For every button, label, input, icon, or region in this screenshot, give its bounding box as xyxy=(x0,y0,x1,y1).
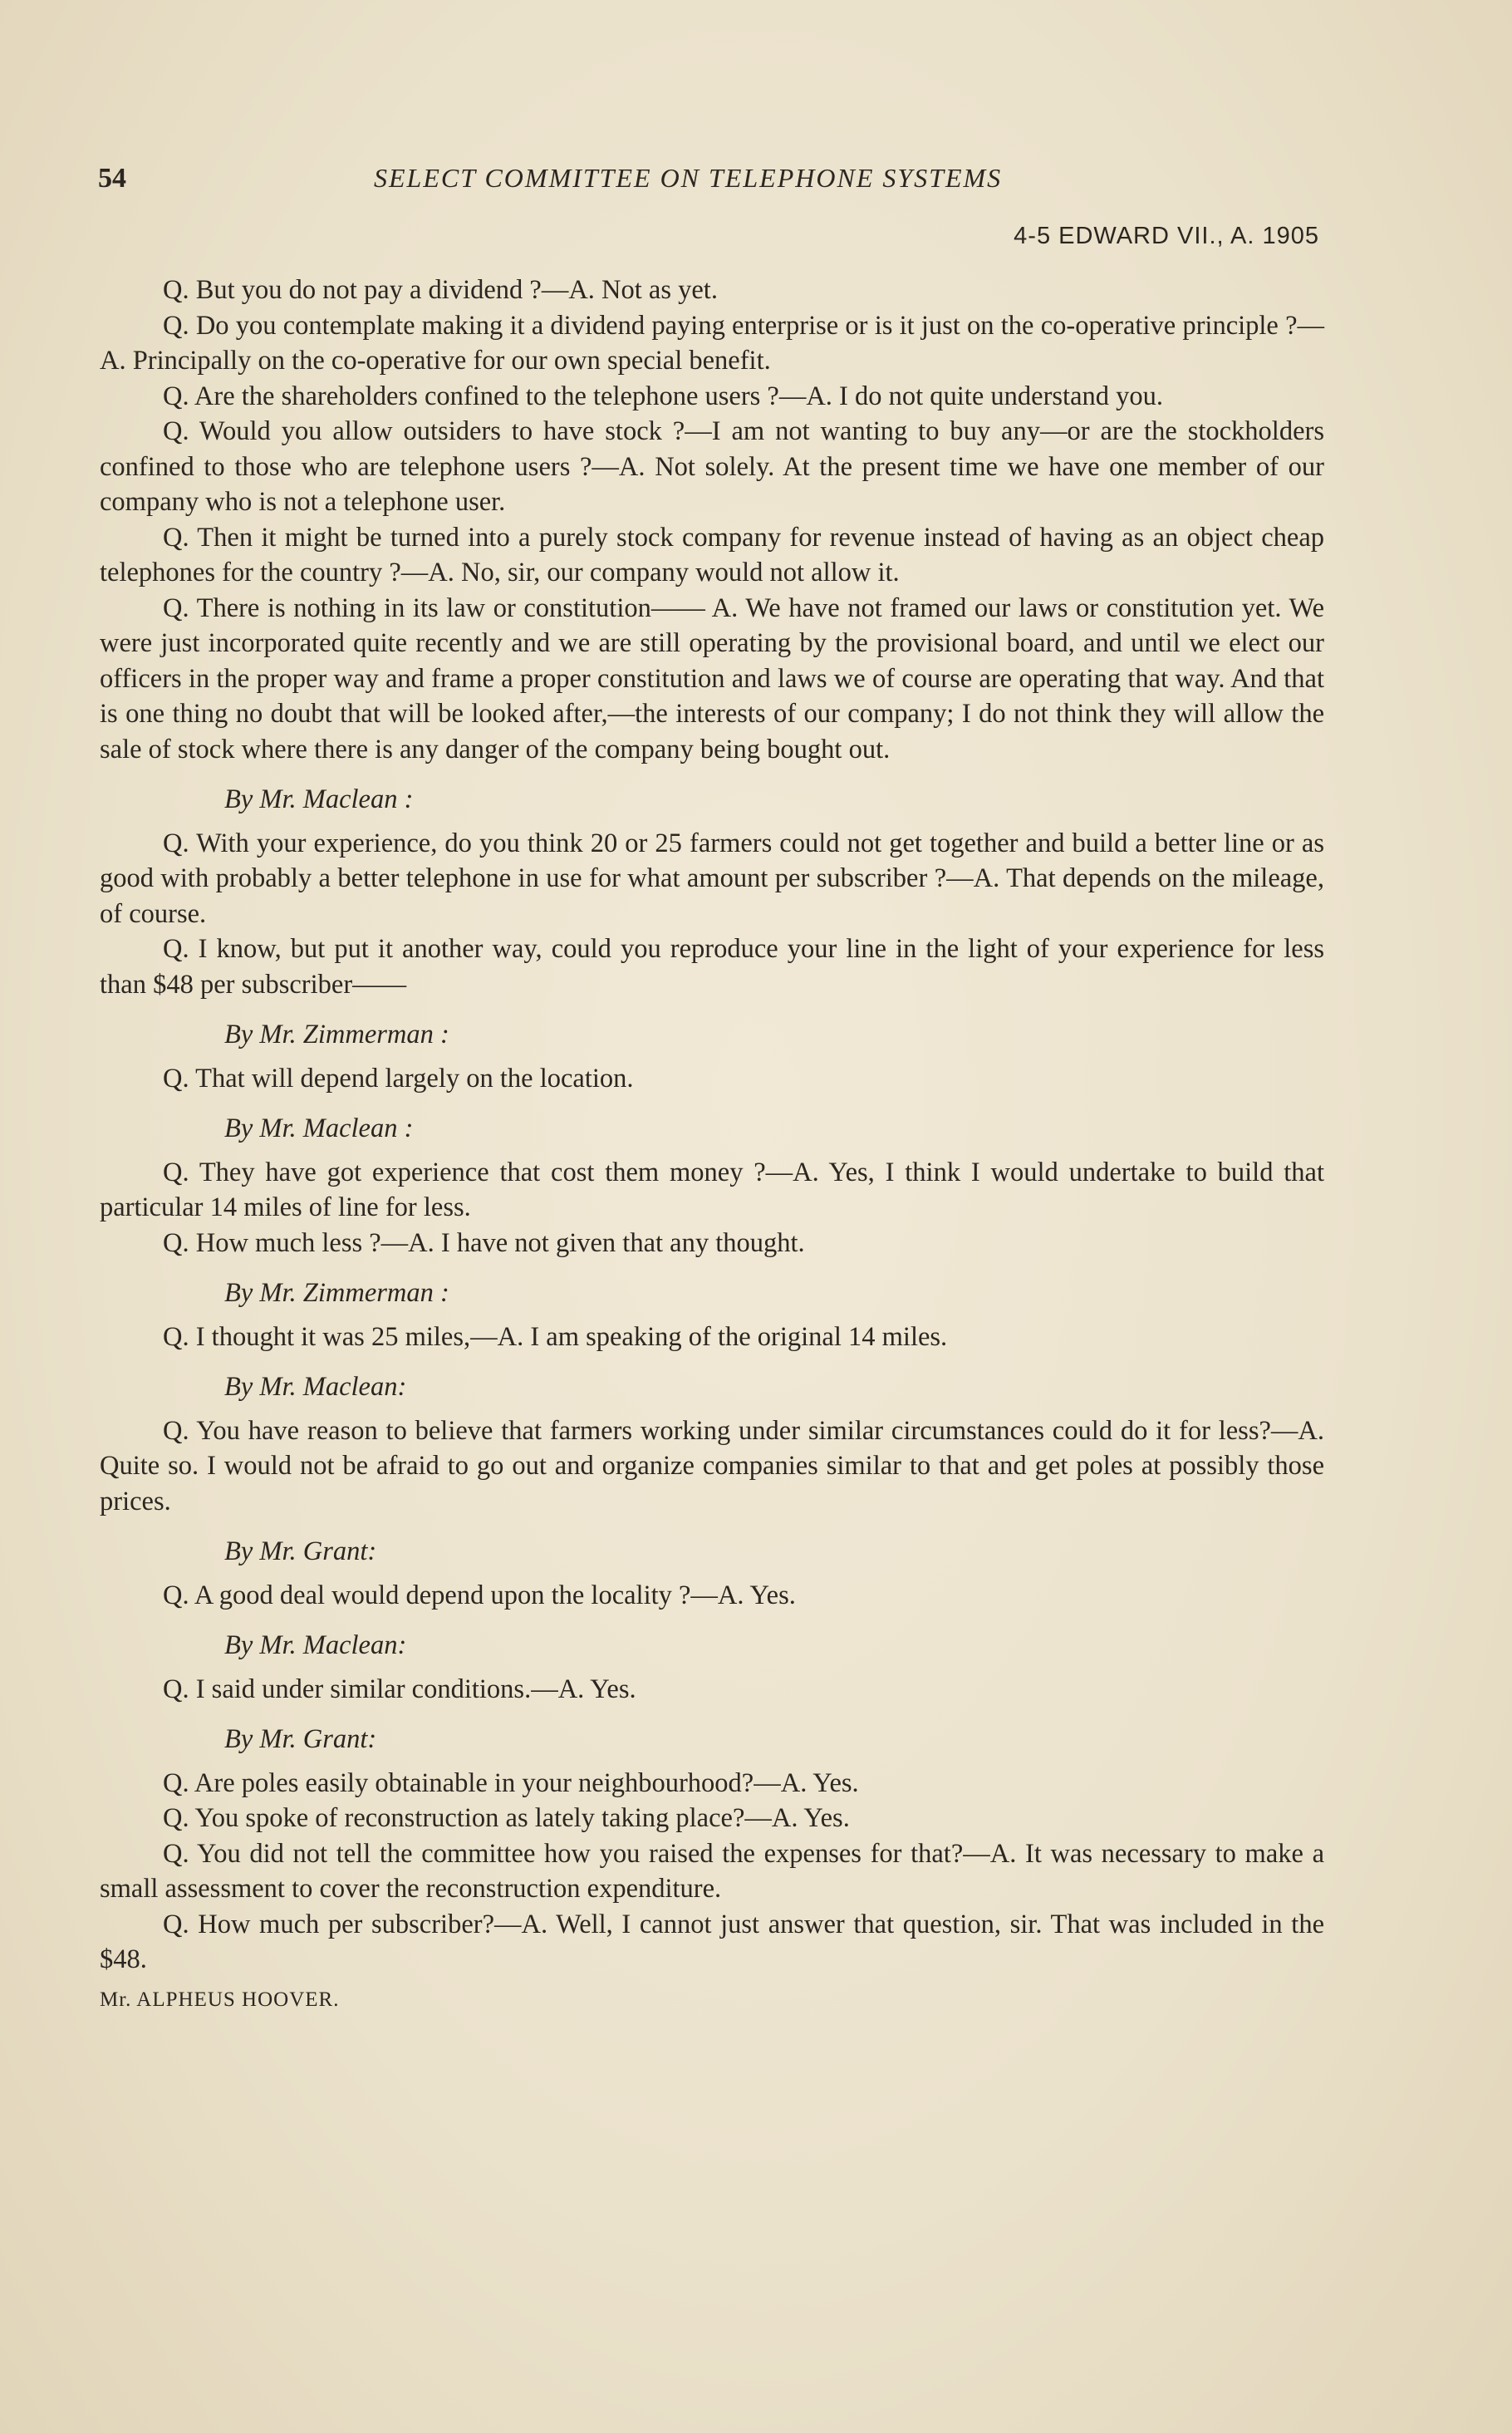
testimony-paragraph: Q. But you do not pay a dividend ?—A. Not as yet. xyxy=(163,275,718,305)
testimony-paragraph: Q. A good deal would depend upon the locality ?—A. Yes. xyxy=(163,1580,796,1610)
testimony-paragraph: Q. With your experience, do you think 20 or 25 farmers could not get together and build a better line or as good with probably a better telephone in use for what amount per subscriber ?—A. That depends on the mileage, of course. xyxy=(100,828,1324,929)
testimony-paragraph: Q. You have reason to believe that farmers working under similar circumstances could do it for less?—A. Quite so. I would not be afraid to go out and organize companies similar to that and get poles at possibly those prices. xyxy=(100,1415,1324,1516)
testimony-paragraph: Q. There is nothing in its law or constitution—— A. We have not framed our laws or constitution yet. We were just incorporated quite recently and we are still operating by the provisional board, and until we elect our officers in the proper way and frame a proper constitution and laws we of course are operating that way. And that is one thing no doubt that will be looked after,—the interests of our company; I do not think they will allow the sale of stock where there is any danger of the company being bought out. xyxy=(100,592,1324,764)
testimony-paragraph: Q. You did not tell the committee how you raised the expenses for that?—A. It was necessary to make a small assessment to cover the reconstruction expenditure. xyxy=(100,1838,1324,1904)
testimony-paragraph: Q. I said under similar conditions.—A. Yes. xyxy=(163,1674,636,1704)
speaker-heading: By Mr. Zimmerman : xyxy=(224,1278,449,1308)
speaker-heading: By Mr. Grant: xyxy=(224,1724,377,1754)
testimony-paragraph: Q. They have got experience that cost them money ?—A. Yes, I think I would undertake to build that particular 14 miles of line for less. xyxy=(100,1157,1324,1222)
witness-name: Mr. ALPHEUS HOOVER. xyxy=(100,1988,340,2011)
testimony-paragraph: Q. How much per subscriber?—A. Well, I cannot just answer that question, sir. That was included in the $48. xyxy=(100,1909,1324,1974)
speaker-heading: By Mr. Maclean: xyxy=(224,1372,407,1402)
speaker-heading: By Mr. Maclean: xyxy=(224,1630,407,1660)
speaker-heading: By Mr. Maclean : xyxy=(224,784,414,814)
testimony-paragraph: Q. How much less ?—A. I have not given that any thought. xyxy=(163,1227,805,1258)
testimony-paragraph: Q. Do you contemplate making it a dividend paying enterprise or is it just on the co-operative principle ?—A. Principally on the co-operative for our own special benefit. xyxy=(100,310,1324,376)
testimony-paragraph: Q. You spoke of reconstruction as lately taking place?—A. Yes. xyxy=(163,1803,850,1833)
testimony-paragraph: Q. Are poles easily obtainable in your neighbourhood?—A. Yes. xyxy=(163,1767,859,1798)
speaker-heading: By Mr. Maclean : xyxy=(224,1113,414,1143)
testimony-paragraph: Q. Would you allow outsiders to have stock ?—I am not wanting to buy any—or are the stockholders confined to those who are telephone users ?—A. Not solely. At the present time we have one member of our company who is not a telephone user. xyxy=(100,416,1324,517)
speaker-heading: By Mr. Zimmerman : xyxy=(224,1020,449,1049)
testimony-paragraph: Q. That will depend largely on the location. xyxy=(163,1063,634,1094)
testimony-paragraph: Q. I know, but put it another way, could you reproduce your line in the light of your experience for less than $48 per subscriber—— xyxy=(100,934,1324,1000)
running-title: SELECT COMMITTEE ON TELEPHONE SYSTEMS xyxy=(374,163,1003,193)
testimony-paragraph: Q. Then it might be turned into a purely stock company for revenue instead of having as an object cheap telephones for the country ?—A. No, sir, our company would not allow it. xyxy=(100,522,1324,587)
speaker-heading: By Mr. Grant: xyxy=(224,1536,377,1566)
session-label: 4-5 EDWARD VII., A. 1905 xyxy=(1014,223,1319,249)
testimony-paragraph: Q. Are the shareholders confined to the telephone users ?—A. I do not quite understand you. xyxy=(163,381,1163,411)
transcript-body xyxy=(100,273,1324,2018)
testimony-paragraph: Q. I thought it was 25 miles,—A. I am speaking of the original 14 miles. xyxy=(163,1321,948,1352)
page-number: 54 xyxy=(98,163,126,194)
